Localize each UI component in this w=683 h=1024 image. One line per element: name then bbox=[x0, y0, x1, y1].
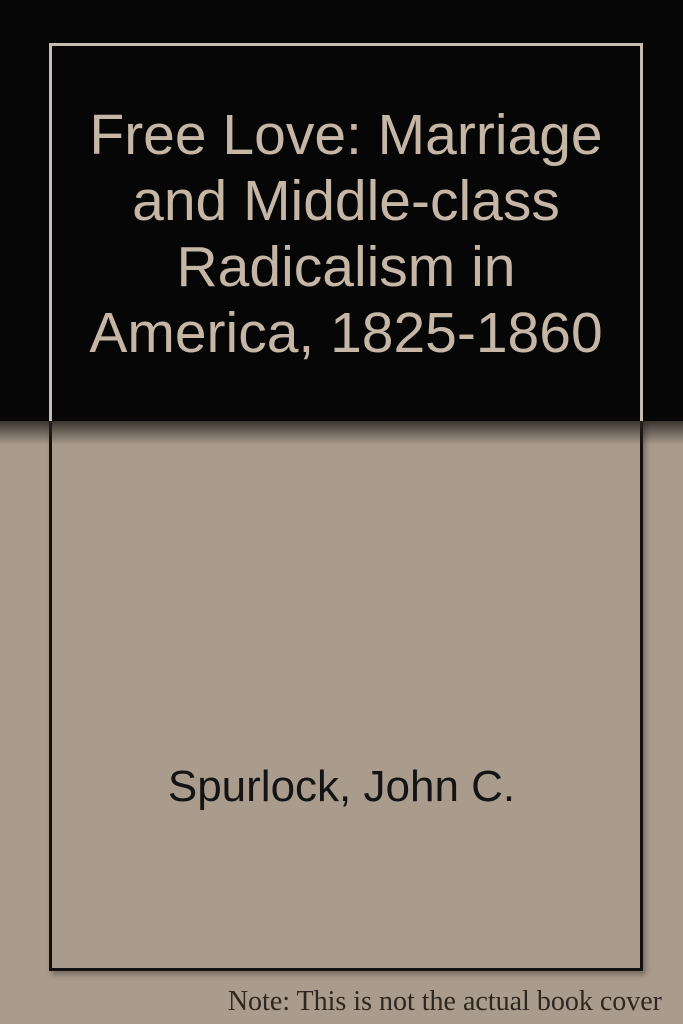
book-author: Spurlock, John C. bbox=[167, 762, 516, 811]
cover-frame-dark bbox=[49, 421, 643, 971]
book-title-line: Free Love: Marriage bbox=[89, 103, 603, 167]
book-title bbox=[49, 102, 643, 366]
not-actual-cover-note: Note: This is not the actual book cover bbox=[227, 986, 662, 1017]
book-title-line: and Middle-class bbox=[132, 169, 560, 233]
frame-clip-bottom bbox=[0, 421, 683, 1024]
book-title-line: Radicalism in bbox=[176, 235, 516, 299]
book-title-line: America, 1825-1860 bbox=[89, 301, 603, 365]
